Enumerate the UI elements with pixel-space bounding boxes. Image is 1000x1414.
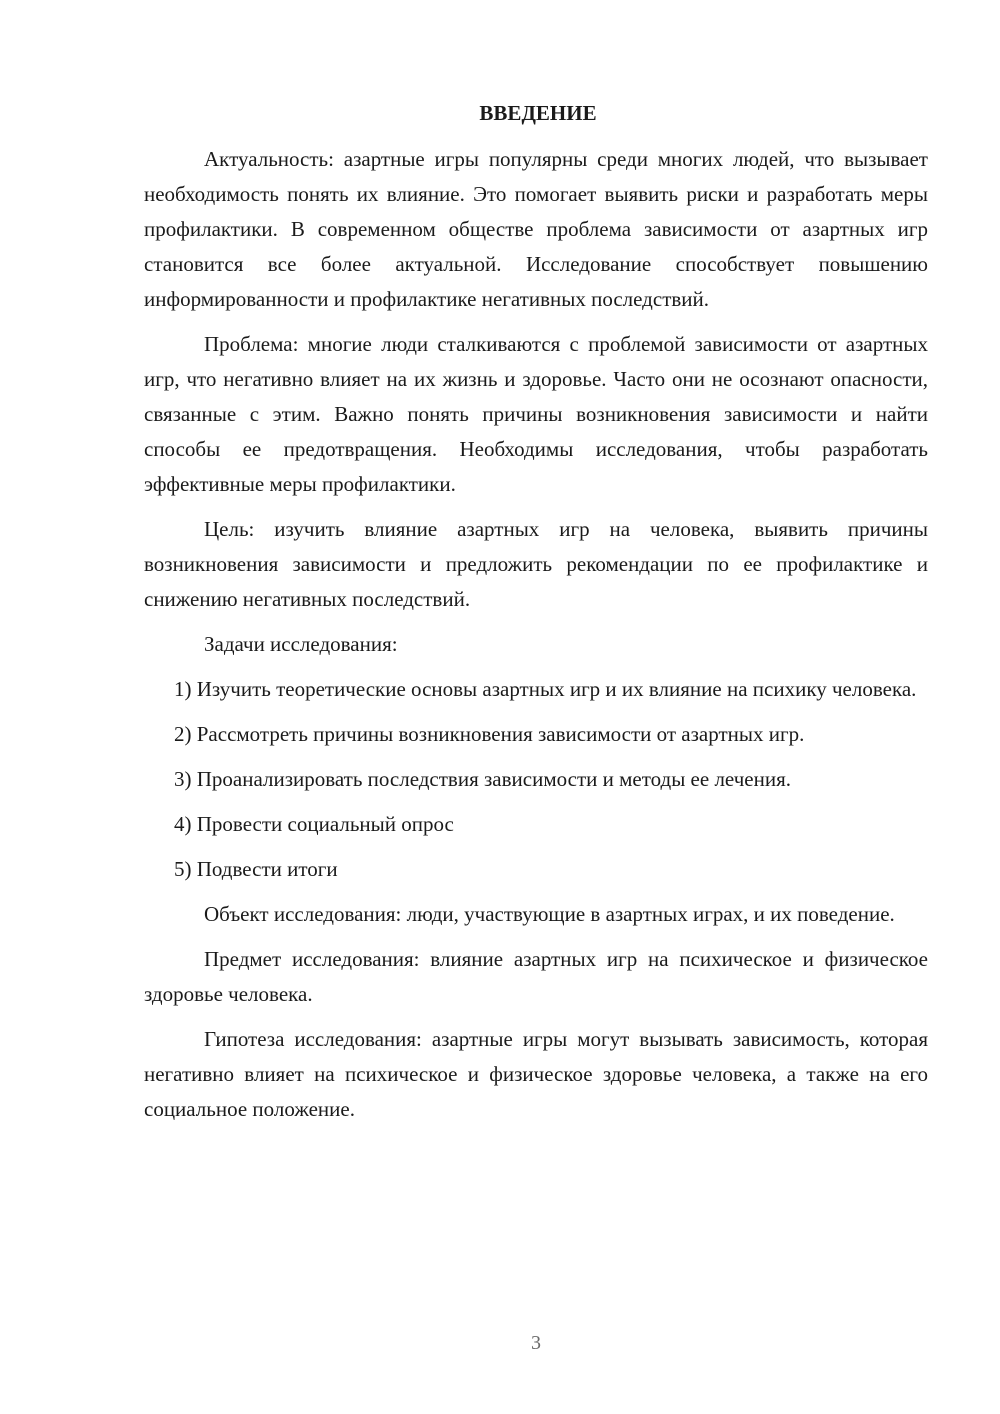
paragraph-hypothesis: Гипотеза исследования: азартные игры могут вызывать зависимость, которая негативно влияет на психическое и физическое здоровье человека, а также на его социальное положение. (144, 1027, 928, 1121)
paragraph-subject: Предмет исследования: влияние азартных игр на психическое и физическое здоровье человека. (144, 947, 928, 1006)
task-item-5: 5) Подвести итоги (174, 857, 338, 881)
paragraph-goal: Цель: изучить влияние азартных игр на человека, выявить причины возникновения зависимости и предложить рекомендации по ее профилактике и снижению негативных последствий. (144, 517, 928, 611)
paragraph-problem: Проблема: многие люди сталкиваются с проблемой зависимости от азартных игр, что негативно влияет на их жизнь и здоровье. Часто они не осознают опасности, связанные с этим. Важно понять причины возникновения зависимости и найти способы ее предотвращения. Необходимы исследования, чтобы разработать эффективные меры профилактики. (144, 332, 928, 496)
document-page (144, 96, 928, 1137)
tasks-heading: Задачи исследования: (204, 632, 398, 656)
task-item-1: 1) Изучить теоретические основы азартных игр и их влияние на психику человека. (174, 677, 917, 701)
page-title: ВВЕДЕНИЕ (479, 101, 597, 125)
task-item-4: 4) Провести социальный опрос (174, 812, 454, 836)
page-number: 3 (531, 1332, 541, 1354)
task-item-3: 3) Проанализировать последствия зависимости и методы ее лечения. (174, 767, 791, 791)
paragraph-relevance: Актуальность: азартные игры популярны среди многих людей, что вызывает необходимость понять их влияние. Это помогает выявить риски и разработать меры профилактики. В современном обществе проблема зависимости от азартных игр становится все более актуальной. Исследование способствует повышению информированности и профилактике негативных последствий. (144, 147, 928, 311)
paragraph-object: Объект исследования: люди, участвующие в азартных играх, и их поведение. (204, 902, 895, 926)
task-item-2: 2) Рассмотреть причины возникновения зависимости от азартных игр. (174, 722, 805, 746)
